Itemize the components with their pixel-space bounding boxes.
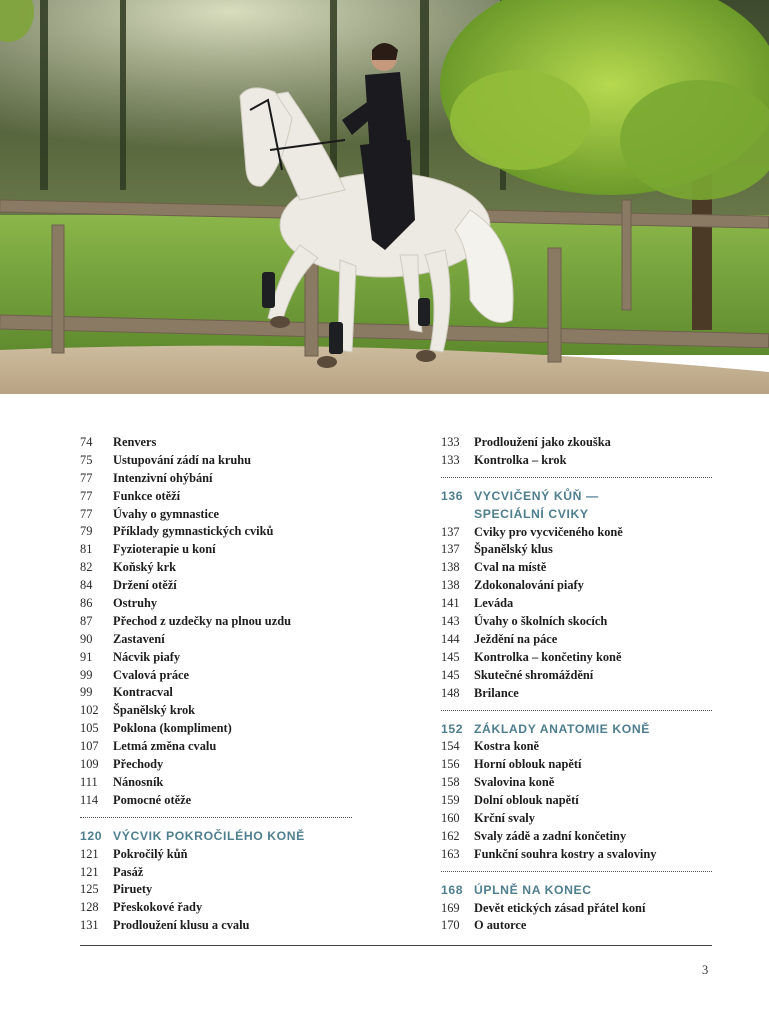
toc-entry [441, 631, 712, 649]
toc-entry [80, 846, 352, 864]
toc-page-number: 138 [441, 560, 460, 575]
toc-page-number: 128 [80, 900, 99, 915]
toc-title: Zdokonalování piafy [474, 578, 584, 593]
toc-page-number: 74 [80, 435, 93, 449]
toc-entry [80, 667, 352, 685]
toc-page-number: 158 [441, 775, 460, 790]
toc-section-heading [441, 721, 712, 739]
toc-entry [80, 506, 352, 524]
toc-title: Piruety [113, 882, 153, 897]
toc-title: Cvalová práce [113, 667, 190, 682]
page-number: 3 [702, 963, 709, 977]
toc-page-number: 82 [80, 560, 93, 575]
toc-entry [80, 613, 352, 631]
toc-title: Španělský klus [474, 542, 553, 557]
toc-title: Horní oblouk napětí [474, 757, 582, 772]
toc-entry [80, 881, 352, 899]
toc-page-number: 84 [80, 578, 93, 593]
toc-title: Kontracval [113, 685, 173, 700]
toc-title: Příklady gymnastických cviků [113, 524, 274, 539]
toc-page-number: 87 [80, 613, 93, 628]
toc-page-number: 75 [80, 452, 93, 467]
toc-title: Prodloužení jako zkouška [474, 435, 611, 449]
toc-entry [441, 685, 712, 703]
toc-entry [80, 595, 352, 613]
toc-title: Ustupování zádí na kruhu [113, 452, 252, 467]
dotted-divider [441, 477, 712, 478]
toc-page-number: 148 [441, 685, 460, 700]
dotted-divider [441, 871, 712, 872]
toc-entry [441, 774, 712, 792]
toc-page-number: 77 [80, 488, 93, 503]
toc-entry [441, 595, 712, 613]
toc-title: Úvahy o gymnastice [113, 506, 220, 521]
toc-title: Nácvik piafy [113, 649, 181, 664]
toc-entry [441, 541, 712, 559]
toc-group-right-c [441, 738, 712, 863]
toc-right-column [441, 434, 712, 935]
toc-page-number: 156 [441, 757, 460, 772]
section-title [474, 488, 712, 524]
toc-entry [80, 541, 352, 559]
toc-title: Přechod z uzdečky na plnou uzdu [113, 613, 291, 628]
toc-entry [441, 559, 712, 577]
toc-title: Renvers [113, 435, 157, 449]
toc-entry [441, 738, 712, 756]
toc-title: Nánosník [113, 774, 164, 789]
section-page-number: 152 [441, 721, 464, 736]
toc-entry [80, 917, 352, 935]
toc-page-number: 91 [80, 649, 93, 664]
toc-page-number: 125 [80, 882, 99, 897]
toc-title: Svalovina koně [474, 775, 555, 790]
toc-section-heading [441, 882, 712, 900]
toc-title: O autorce [474, 918, 527, 933]
toc-group-left-b [80, 846, 352, 935]
section-title-line: VYCVIČENÝ KŮŇ — [474, 488, 599, 503]
toc-title: Pokročilý kůň [113, 846, 188, 861]
toc-entry [80, 649, 352, 667]
toc-page-number: 131 [80, 918, 99, 933]
toc-page-number: 154 [441, 739, 460, 754]
toc-page-number: 90 [80, 631, 93, 646]
toc-page-number: 143 [441, 614, 460, 629]
toc-entry [80, 577, 352, 595]
toc-section-heading [80, 828, 352, 846]
toc-page-number: 138 [441, 578, 460, 593]
section-title: VÝCVIK POKROČILÉHO KONĚ [113, 828, 305, 843]
toc-title: Ostruhy [113, 596, 158, 611]
toc-title: Kontrolka – krok [474, 452, 567, 467]
toc-entry [441, 452, 712, 470]
toc-entry [80, 470, 352, 488]
toc-title: Pasáž [113, 864, 144, 879]
section-page-number: 168 [441, 882, 464, 897]
toc-page-number: 77 [80, 470, 93, 485]
dotted-divider [80, 817, 352, 818]
toc-entry [80, 738, 352, 756]
toc-title: Dolní oblouk napětí [474, 793, 579, 808]
toc-title: Kostra koně [474, 739, 540, 754]
toc-entry [80, 684, 352, 702]
toc-group-right-d [441, 900, 712, 936]
toc-page-number: 137 [441, 542, 460, 557]
toc-entry [441, 524, 712, 542]
toc-title: Cviky pro vycvičeného koně [474, 524, 623, 539]
toc-entry [441, 434, 712, 452]
toc-entry [441, 649, 712, 667]
toc-page-number: 159 [441, 793, 460, 808]
toc-title: Poklona (kompliment) [113, 721, 232, 736]
toc-title: Intenzivní ohýbání [113, 470, 213, 485]
toc-page-number: 141 [441, 596, 460, 611]
toc-page-number: 145 [441, 649, 460, 664]
toc-entry [80, 523, 352, 541]
toc-entry [80, 899, 352, 917]
toc-title: Španělský krok [113, 703, 196, 718]
toc-section-heading [441, 488, 712, 524]
toc-entry [441, 667, 712, 685]
toc-title: Kontrolka – končetiny koně [474, 649, 622, 664]
toc-entry [80, 774, 352, 792]
toc-page-number: 163 [441, 846, 460, 861]
toc-page-number: 121 [80, 864, 99, 879]
toc-title: Pomocné otěže [113, 792, 192, 807]
toc-entry [80, 559, 352, 577]
toc-title: Letmá změna cvalu [113, 739, 217, 754]
toc-entry [80, 452, 352, 470]
toc-entry [80, 864, 352, 882]
toc-group-right-b [441, 524, 712, 703]
section-title: ÚPLNĚ NA KONEC [474, 882, 592, 897]
toc-entry [441, 900, 712, 918]
toc-page-number: 111 [80, 774, 98, 789]
toc-page-number: 99 [80, 667, 93, 682]
toc-entry [441, 613, 712, 631]
toc-page-number: 170 [441, 918, 460, 933]
toc-title: Úvahy o školních skocích [474, 614, 608, 629]
toc-page-number: 109 [80, 757, 99, 772]
bottom-rule [80, 945, 712, 946]
toc-page-number: 107 [80, 739, 99, 754]
toc-entry [441, 828, 712, 846]
toc-page-number: 144 [441, 631, 460, 646]
photo-illustration [0, 0, 769, 394]
dotted-divider [441, 710, 712, 711]
toc-page-number: 99 [80, 685, 93, 700]
toc-page-number: 81 [80, 542, 93, 557]
toc-page-number: 77 [80, 506, 93, 521]
toc-title: Skutečné shromáždění [474, 667, 594, 682]
toc-title: Devět etických zásad přátel koní [474, 900, 646, 915]
toc-entry [80, 434, 352, 452]
toc-page-number: 169 [441, 900, 460, 915]
toc-entry [80, 792, 352, 810]
toc-left-column [80, 434, 352, 935]
toc-page-number: 133 [441, 452, 460, 467]
toc-title: Krční svaly [474, 810, 535, 825]
toc-title: Funkce otěží [113, 488, 181, 503]
toc-title: Držení otěží [113, 578, 177, 593]
toc-page-number: 105 [80, 721, 99, 736]
toc-group-right-a [441, 434, 712, 470]
toc-page-number: 133 [441, 435, 460, 449]
toc-page-number: 102 [80, 703, 99, 718]
toc-entry [441, 846, 712, 864]
toc-entry [441, 917, 712, 935]
section-title: ZÁKLADY ANATOMIE KONĚ [474, 721, 651, 736]
section-title-line: SPECIÁLNÍ CVIKY [474, 506, 589, 521]
toc-title: Brilance [474, 685, 519, 700]
toc-title: Přechody [113, 757, 164, 772]
toc-group-left-a [80, 434, 352, 810]
cover-photo-dressage-horse [0, 0, 769, 394]
toc-entry [80, 631, 352, 649]
toc-entry [441, 810, 712, 828]
toc-title: Leváda [474, 596, 514, 611]
toc-title: Přeskokové řady [113, 900, 203, 915]
toc-title: Zastavení [113, 631, 165, 646]
toc-title: Cval na místě [474, 560, 547, 575]
toc-page-number: 114 [80, 792, 99, 807]
toc-entry [441, 577, 712, 595]
toc-page-number: 121 [80, 846, 99, 861]
toc-title: Prodloužení klusu a cvalu [113, 918, 250, 933]
toc-entry [441, 756, 712, 774]
toc-page-number: 160 [441, 810, 460, 825]
toc-entry [441, 792, 712, 810]
toc-page-number: 86 [80, 596, 93, 611]
toc-page-number: 79 [80, 524, 93, 539]
toc-title: Funkční souhra kostry a svaloviny [474, 846, 657, 861]
section-page-number: 136 [441, 488, 464, 503]
toc-page-number: 137 [441, 524, 460, 539]
toc-title: Svaly zádě a zadní končetiny [474, 828, 627, 843]
toc-title: Fyzioterapie u koní [113, 542, 216, 557]
toc-entry [80, 756, 352, 774]
toc-entry [80, 720, 352, 738]
toc-page-number: 145 [441, 667, 460, 682]
toc-title: Ježdění na páce [474, 631, 558, 646]
toc-entry [80, 702, 352, 720]
toc-page-number: 162 [441, 828, 460, 843]
toc-title: Koňský krk [113, 560, 177, 575]
toc-entry [80, 488, 352, 506]
section-page-number: 120 [80, 828, 103, 843]
